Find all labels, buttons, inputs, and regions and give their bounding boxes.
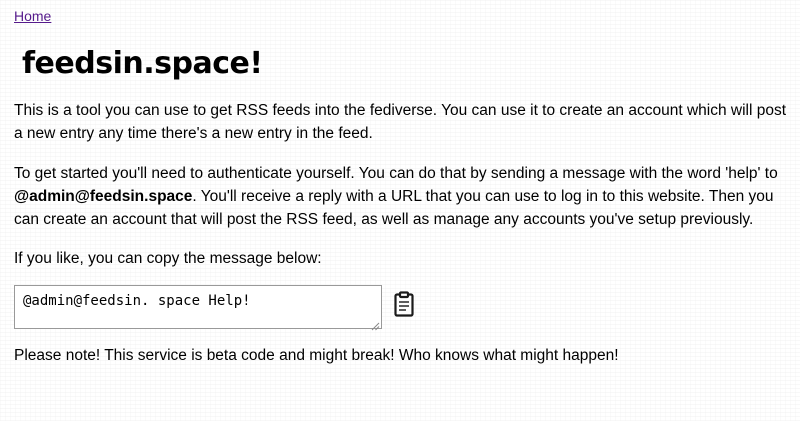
message-textarea[interactable] bbox=[14, 285, 382, 329]
copy-to-clipboard-button[interactable] bbox=[392, 289, 416, 319]
main-content bbox=[0, 46, 800, 365]
admin-handle: @admin@feedsin.space bbox=[14, 187, 193, 205]
getting-started-text-2: . You'll receive a reply with a URL that you can use to log in to this website. Then you can create an account that will post the RSS feed, as well as manage any accounts you've setup previously. bbox=[14, 187, 774, 228]
home-link[interactable]: Home bbox=[14, 8, 52, 24]
intro-paragraph: This is a tool you can use to get RSS feeds into the fediverse. You can use it to create an account which will post a new entry any time there's a new entry in the feed. bbox=[14, 102, 787, 143]
beta-notice: Please note! This service is beta code and might break! Who knows what might happen! bbox=[14, 346, 619, 364]
copy-prompt-text: If you like, you can copy the message below: bbox=[14, 250, 322, 268]
getting-started-paragraph bbox=[14, 162, 786, 232]
getting-started-text-1: To get started you'll need to authenticate yourself. You can do that by sending a message with the word 'help' to bbox=[14, 164, 778, 182]
clipboard-icon bbox=[394, 291, 414, 317]
copy-message-row bbox=[14, 285, 786, 333]
top-navigation bbox=[0, 0, 800, 24]
message-box-wrapper bbox=[14, 285, 382, 333]
page-title: feedsin.space! bbox=[22, 46, 263, 81]
